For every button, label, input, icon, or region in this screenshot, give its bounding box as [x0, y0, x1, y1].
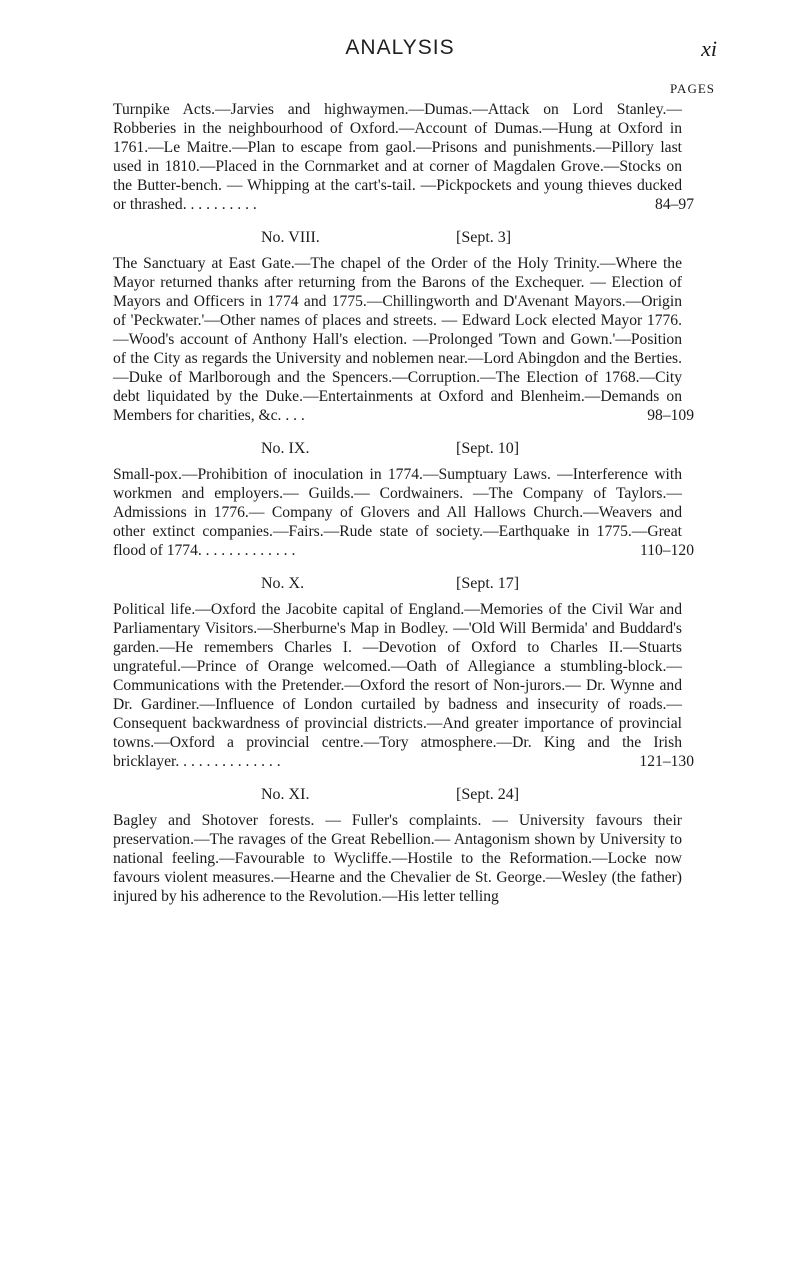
section-paragraph [113, 600, 694, 771]
section-number: No. VIII. [261, 229, 320, 246]
section-text: Bagley and Shotover forests. — Fuller's complaints. — University favours their preservation.—The ravages of the Great Rebellion.— Antagonism shown by University to national feeling.—Favourable to Wycliffe.—Hostile to the Reformation.—Locke now favours violent measures.—Hearne and the Chevalier de St. George.—Wesley (the father) injured by his adherence to the Revolution.—His letter telling [113, 812, 682, 905]
section-text: Small-pox.—Prohibition of inoculation in 1774.—Sumptuary Laws. —Interference with workmen and employers.— Guilds.— Cordwainers. —The Company of Taylors.— Admissions in 1776.— Company of Glovers and All Hallows Church.—Weavers and other extinct companies.—Fairs.—Rude state of society.—Earthquake in 1775.—Great flood of 1774. . . . . . . . . . . . . [113, 466, 682, 559]
section-number: No. X. [261, 575, 305, 592]
section-heading [113, 229, 682, 250]
section-heading [113, 440, 682, 461]
running-head [0, 30, 800, 66]
section-paragraph [113, 254, 694, 425]
section-number: No. IX. [261, 440, 310, 457]
page-range: 98–109 [647, 407, 694, 424]
section-text: Political life.—Oxford the Jacobite capital of England.—Memories of the Civil War and Parliamentary Visitors.—Sherburne's Map in Bodley. —'Old Will Bermida' and Buddard's garden.—He remembers Charles I. —Devotion of Oxford to Charles II.—Stuarts ungrateful.—Prince of Orange welcomed.—Oath of Allegiance a stumbling-block.—Communications with the Pretender.—Oxford the resort of Non-jurors.— Dr. Wynne and Dr. Gardiner.—Influence of London curtailed by badness and insecurity of roads.—Consequent backwardness of provincial districts.—And greater importance of provincial towns.—Oxford a provincial centre.—Tory atmosphere.—Dr. King and the Irish bricklayer. . . . . . . . . . . . . . [113, 601, 682, 770]
analysis-body [113, 100, 694, 906]
section-paragraph [113, 811, 682, 906]
section-date: [Sept. 10] [456, 440, 520, 457]
page-range: 110–120 [640, 542, 694, 559]
page-range: 84–97 [655, 196, 694, 213]
section-paragraph [113, 465, 694, 560]
pages-column-label: PAGES [670, 81, 715, 96]
page-range: 121–130 [639, 753, 694, 770]
page-folio: xi [701, 36, 717, 61]
section-date: [Sept. 17] [456, 575, 520, 592]
section-heading [113, 786, 682, 807]
running-title: ANALYSIS [345, 36, 455, 59]
section-paragraph [113, 100, 694, 214]
section-heading [113, 575, 682, 596]
section-number: No. XI. [261, 786, 310, 803]
section-date: [Sept. 3] [456, 229, 512, 246]
section-text: Turnpike Acts.—Jarvies and highwaymen.—Dumas.—Attack on Lord Stanley.—Robberies in the neighbourhood of Oxford.—Account of Dumas.—Hung at Oxford in 1761.—Le Maitre.—Plan to escape from gaol.—Prisons and punishments.—Pillory last used in 1810.—Placed in the Cornmarket and at corner of Magdalen Grove.—Stocks on the Butter-bench. — Whipping at the cart's-tail. —Pickpockets and young thieves ducked or thrashed. . . . . . . . . . [113, 101, 682, 213]
section-text: The Sanctuary at East Gate.—The chapel of the Order of the Holy Trinity.—Where the Mayor returned thanks after returning from the Barons of the Exchequer. — Election of Mayors and Officers in 1774 and 1775.—Chillingworth and D'Avenant Mayors.—Origin of 'Peckwater.'—Other names of places and streets. — Edward Lock elected Mayor 1776. —Wood's account of Anthony Hall's election. —Prolonged 'Town and Gown.'—Position of the City as regards the University and noblemen near.—Lord Abingdon and the Berties. —Duke of Marlborough and the Spencers.—Corruption.—The Election of 1768.—City debt liquidated by the Duke.—Entertainments at Oxford and Blenheim.—Demands on Members for charities, &c. . . . [113, 255, 682, 424]
section-date: [Sept. 24] [456, 786, 520, 803]
